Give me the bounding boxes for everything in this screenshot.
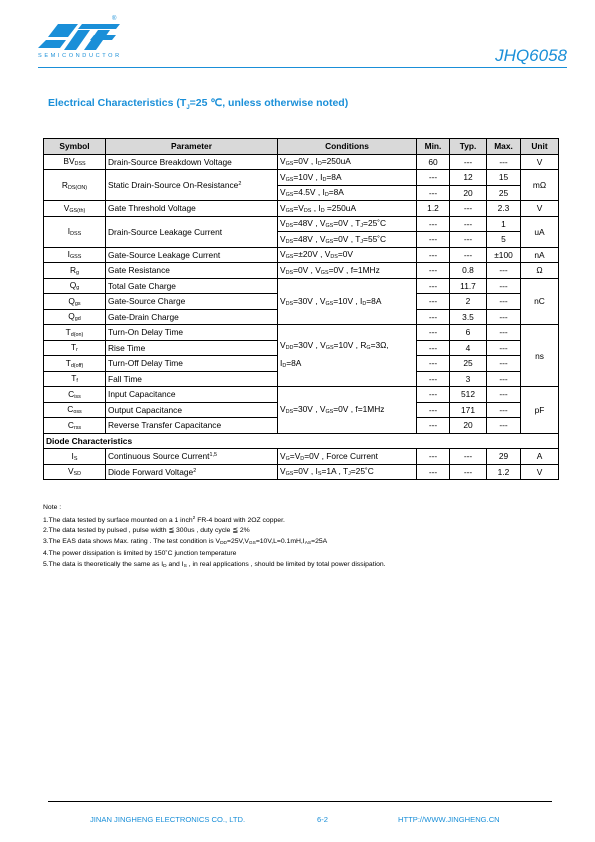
symbol-cell: Td(on) — [44, 325, 106, 341]
parameter-cell: Gate-Source Leakage Current — [106, 247, 278, 263]
max-cell: ±100 — [487, 247, 521, 263]
typ-cell: 12 — [450, 170, 487, 186]
max-cell: --- — [487, 278, 521, 294]
min-cell: --- — [417, 185, 450, 201]
company-subtitle: SEMICONDUCTOR — [38, 53, 122, 59]
header-conditions: Conditions — [278, 139, 417, 155]
electrical-characteristics-table — [43, 138, 559, 480]
min-cell: --- — [417, 402, 450, 418]
max-cell: --- — [487, 294, 521, 310]
typ-cell: 3.5 — [450, 309, 487, 325]
typ-cell: 3 — [450, 371, 487, 387]
typ-cell: --- — [450, 154, 487, 170]
typ-cell: 11.7 — [450, 278, 487, 294]
max-cell: --- — [487, 418, 521, 434]
typ-cell: --- — [450, 247, 487, 263]
max-cell: --- — [487, 309, 521, 325]
min-cell: --- — [417, 216, 450, 232]
footer-url[interactable]: HTTP://WWW.JINGHENG.CN — [398, 815, 500, 824]
max-cell: 1.2 — [487, 464, 521, 480]
max-cell: --- — [487, 154, 521, 170]
condition-cell: VDS=0V , VGS=0V , f=1MHz — [278, 263, 417, 279]
symbol-cell: VGS(th) — [44, 201, 106, 217]
symbol-cell: Coss — [44, 402, 106, 418]
parameter-cell: Input Capacitance — [106, 387, 278, 403]
typ-cell: 25 — [450, 356, 487, 372]
symbol-cell: Tr — [44, 340, 106, 356]
min-cell: --- — [417, 418, 450, 434]
condition-cell: VG=VD=0V , Force Current — [278, 449, 417, 465]
max-cell: --- — [487, 387, 521, 403]
header-unit: Unit — [521, 139, 559, 155]
parameter-cell: Fall Time — [106, 371, 278, 387]
unit-cell: V — [521, 154, 559, 170]
max-cell: --- — [487, 263, 521, 279]
header-max: Max. — [487, 139, 521, 155]
table-row — [44, 154, 559, 170]
min-cell: --- — [417, 449, 450, 465]
typ-cell: --- — [450, 216, 487, 232]
typ-cell: 20 — [450, 418, 487, 434]
note-line: 3.The EAS data shows Max. rating . The test condition is VDD=25V,VGS=10V,L=0.1mH,IAS=25A — [43, 537, 328, 546]
table-row — [44, 201, 559, 217]
condition-cell: VDS=30V , VGS=10V , ID=8A — [278, 278, 417, 325]
condition-cell: VGS=4.5V , ID=8A — [278, 185, 417, 201]
min-cell: --- — [417, 371, 450, 387]
parameter-cell: Gate Resistance — [106, 263, 278, 279]
typ-cell: --- — [450, 232, 487, 248]
table-row — [44, 464, 559, 480]
typ-cell: --- — [450, 449, 487, 465]
parameter-cell: Gate Threshold Voltage — [106, 201, 278, 217]
parameter-cell: Turn-Off Delay Time — [106, 356, 278, 372]
note-line: 1.The data tested by surface mounted on a 1 inch$^2$ FR-4 board with 2OZ copper. — [43, 515, 285, 524]
min-cell: 60 — [417, 154, 450, 170]
footer-company: JINAN JINGHENG ELECTRONICS CO., LTD. — [90, 815, 246, 824]
typ-cell: --- — [450, 201, 487, 217]
symbol-cell: BVDSS — [44, 154, 106, 170]
diode-section-title: Diode Characteristics — [44, 433, 559, 449]
typ-cell: 171 — [450, 402, 487, 418]
table-row — [44, 263, 559, 279]
max-cell: --- — [487, 325, 521, 341]
note-line: Note : — [43, 504, 62, 511]
symbol-cell: IDSS — [44, 216, 106, 247]
max-cell: --- — [487, 356, 521, 372]
parameter-cell: Output Capacitance — [106, 402, 278, 418]
unit-cell: nC — [521, 278, 559, 325]
min-cell: --- — [417, 309, 450, 325]
condition-cell: VDS=48V , VGS=0V , TJ=55˚C — [278, 232, 417, 248]
parameter-cell: Static Drain-Source On-Resistance$^2$ — [106, 170, 278, 201]
table-row — [44, 247, 559, 263]
note-line: 5.The data is theoretically the same as ID and IS , in real applications , should be limited by total power dissipation. — [43, 560, 386, 569]
min-cell: --- — [417, 278, 450, 294]
max-cell: 1 — [487, 216, 521, 232]
parameter-cell: Total Gate Charge — [106, 278, 278, 294]
symbol-cell: Qgs — [44, 294, 106, 310]
unit-cell: Ω — [521, 263, 559, 279]
header-divider — [38, 67, 567, 68]
parameter-cell: Drain-Source Breakdown Voltage — [106, 154, 278, 170]
unit-cell: uA — [521, 216, 559, 247]
registered-mark: ® — [112, 16, 117, 22]
symbol-cell: RDS(ON) — [44, 170, 106, 201]
max-cell: 15 — [487, 170, 521, 186]
parameter-cell: Continuous Source Current$^{1,5}$ — [106, 449, 278, 465]
max-cell: 25 — [487, 185, 521, 201]
table-row — [44, 449, 559, 465]
max-cell: --- — [487, 371, 521, 387]
min-cell: 1.2 — [417, 201, 450, 217]
header-symbol: Symbol — [44, 139, 106, 155]
condition-cell: VDS=30V , VGS=0V , f=1MHz — [278, 387, 417, 434]
typ-cell: 20 — [450, 185, 487, 201]
parameter-cell: Gate-Source Charge — [106, 294, 278, 310]
section-title: Electrical Characteristics ($T_J=25$ ℃, unless otherwise noted) — [48, 97, 349, 112]
header-min: Min. — [417, 139, 450, 155]
symbol-cell: Crss — [44, 418, 106, 434]
symbol-cell: IS — [44, 449, 106, 465]
min-cell: --- — [417, 464, 450, 480]
footer-divider — [48, 801, 552, 802]
max-cell: --- — [487, 402, 521, 418]
table-row — [44, 278, 559, 294]
diode-section-row — [44, 433, 559, 449]
part-number: JHQ6058 — [495, 46, 567, 65]
typ-cell: 512 — [450, 387, 487, 403]
parameter-cell: Reverse Transfer Capacitance — [106, 418, 278, 434]
typ-cell: 4 — [450, 340, 487, 356]
symbol-cell: Td(off) — [44, 356, 106, 372]
condition-cell: VGS=±20V , VDS=0V — [278, 247, 417, 263]
condition-cell: VGS=VDS , ID =250uA — [278, 201, 417, 217]
unit-cell: pF — [521, 387, 559, 434]
table-row — [44, 216, 559, 232]
min-cell: --- — [417, 325, 450, 341]
min-cell: --- — [417, 387, 450, 403]
table-row — [44, 387, 559, 403]
unit-cell: V — [521, 201, 559, 217]
typ-cell: --- — [450, 464, 487, 480]
table-header-row — [44, 139, 559, 155]
min-cell: --- — [417, 263, 450, 279]
table-row — [44, 170, 559, 186]
parameter-cell: Turn-On Delay Time — [106, 325, 278, 341]
typ-cell: 6 — [450, 325, 487, 341]
symbol-cell: Ciss — [44, 387, 106, 403]
min-cell: --- — [417, 170, 450, 186]
max-cell: 5 — [487, 232, 521, 248]
symbol-cell: Rg — [44, 263, 106, 279]
unit-cell: nA — [521, 247, 559, 263]
unit-cell: A — [521, 449, 559, 465]
notes-block — [43, 503, 386, 572]
parameter-cell: Diode Forward Voltage$^2$ — [106, 464, 278, 480]
unit-cell: mΩ — [521, 170, 559, 201]
condition-cell: VDS=48V , VGS=0V , TJ=25˚C — [278, 216, 417, 232]
max-cell: 29 — [487, 449, 521, 465]
min-cell: --- — [417, 232, 450, 248]
typ-cell: 2 — [450, 294, 487, 310]
unit-cell: ns — [521, 325, 559, 387]
max-cell: 2.3 — [487, 201, 521, 217]
note-line: 4.The power dissipation is limited by 150˚C junction temperature — [43, 550, 237, 557]
condition-cell: VDD=30V , VGS=10V , RG=3Ω, ID=8A — [278, 325, 417, 387]
symbol-cell: VSD — [44, 464, 106, 480]
min-cell: --- — [417, 294, 450, 310]
min-cell: --- — [417, 247, 450, 263]
symbol-cell: Qg — [44, 278, 106, 294]
condition-cell: VGS=0V , ID=250uA — [278, 154, 417, 170]
table-row — [44, 325, 559, 341]
unit-cell: V — [521, 464, 559, 480]
symbol-cell: Tf — [44, 371, 106, 387]
page-number: 6-2 — [317, 815, 328, 824]
min-cell: --- — [417, 356, 450, 372]
typ-cell: 0.8 — [450, 263, 487, 279]
condition-cell: VGS=10V , ID=8A — [278, 170, 417, 186]
header-parameter: Parameter — [106, 139, 278, 155]
max-cell: --- — [487, 340, 521, 356]
min-cell: --- — [417, 340, 450, 356]
parameter-cell: Gate-Drain Charge — [106, 309, 278, 325]
symbol-cell: Qgd — [44, 309, 106, 325]
header-typ: Typ. — [450, 139, 487, 155]
note-line: 2.The data tested by pulsed , pulse width ≦ 300us , duty cycle ≦ 2% — [43, 527, 250, 534]
parameter-cell: Drain-Source Leakage Current — [106, 216, 278, 247]
parameter-cell: Rise Time — [106, 340, 278, 356]
symbol-cell: IGSS — [44, 247, 106, 263]
condition-cell: VGS=0V , IS=1A , TJ=25˚C — [278, 464, 417, 480]
